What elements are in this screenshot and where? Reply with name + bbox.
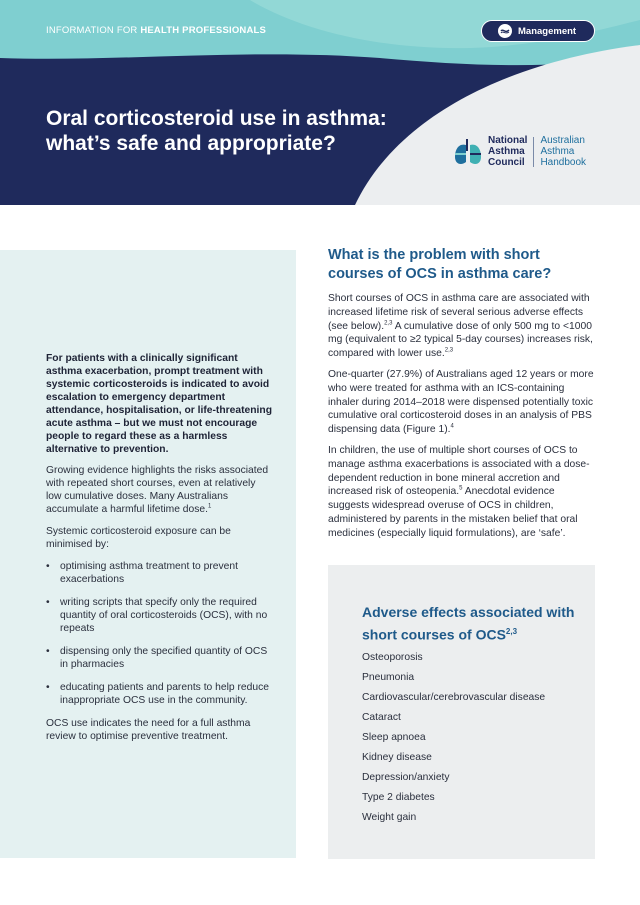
reference-marker: 2,3 bbox=[384, 320, 393, 327]
list-item: Cataract bbox=[362, 711, 401, 723]
org-name-line-2: Asthma bbox=[488, 146, 525, 157]
category-label: Management bbox=[518, 25, 577, 37]
list-item: Cardiovascular/cerebrovascular disease bbox=[362, 691, 546, 703]
list-item: Type 2 diabetes bbox=[362, 791, 435, 803]
paragraph-children bbox=[328, 444, 598, 541]
org-name-line-3: Council bbox=[488, 157, 525, 168]
reference-marker: 2,3 bbox=[505, 627, 518, 636]
list-item: Sleep apnoea bbox=[362, 731, 426, 743]
key-points-panel bbox=[0, 250, 296, 858]
adverse-effects-heading bbox=[362, 603, 575, 645]
list-item: • optimising asthma treatment to prevent exacerbations bbox=[46, 560, 272, 586]
management-icon bbox=[498, 24, 512, 38]
reference-marker: 1 bbox=[207, 503, 212, 510]
list-item: Kidney disease bbox=[362, 751, 432, 763]
title-line-2: what’s safe and appropriate? bbox=[46, 132, 336, 155]
adverse-heading-text: Adverse effects associated with short courses of OCS bbox=[362, 604, 575, 643]
organisation-logo bbox=[454, 135, 586, 168]
audience-emphasis: HEALTH PROFESSIONALS bbox=[140, 25, 267, 36]
list-item: • dispensing only the specified quantity of OCS in pharmacies bbox=[46, 645, 272, 671]
review-paragraph: OCS use indicates the need for a full asthma review to optimise preventive treatment. bbox=[46, 718, 251, 742]
minimise-intro: Systemic corticosteroid exposure can be minimised by: bbox=[46, 526, 231, 550]
paragraph-prevalence bbox=[328, 368, 598, 437]
handbook-name bbox=[540, 135, 586, 168]
category-management-button[interactable] bbox=[481, 20, 595, 42]
org-name bbox=[488, 135, 527, 168]
title-line-1: Oral corticosteroid use in asthma: bbox=[46, 107, 387, 130]
lungs-logo-icon bbox=[454, 137, 482, 167]
problem-section bbox=[328, 246, 598, 548]
list-item: Weight gain bbox=[362, 811, 417, 823]
reference-marker: 4 bbox=[450, 423, 454, 430]
reference-marker: 2,3 bbox=[444, 347, 454, 354]
prevalence-text: One-quarter (27.9%) of Australians aged 12 years or more who were treated for asthma with an ICS-containing inhaler during 2014–2018 were dispensed potentially toxic cumulative oral corticosteroid doses in an analysis of PBS dispensing data (Figure 1). bbox=[328, 368, 594, 436]
risk-text-a: Short courses of OCS in asthma care are associated with increased lifetime risk of several serious adverse effects (see below). bbox=[328, 293, 590, 332]
paragraph-risk bbox=[328, 292, 598, 361]
section-heading: What is the problem with short courses of OCS in asthma care? bbox=[328, 247, 552, 282]
minimise-list bbox=[46, 560, 272, 707]
header-banner bbox=[0, 0, 640, 205]
list-item: • writing scripts that specify only the required quantity of oral corticosteroids (OCS), with no repeats bbox=[46, 596, 272, 635]
logo-divider bbox=[533, 137, 534, 167]
children-text-b: Anecdotal evidence suggests widespread overuse of OCS in children, administered by parents in the mistaken belief that oral medicines (especially liquid formulations), are ‘safe’. bbox=[328, 486, 578, 539]
evidence-text: Growing evidence highlights the risks associated with repeated short courses, even at relatively low cumulative doses. Many Australians accumulate a harmful lifetime dose. bbox=[46, 465, 269, 515]
handbook-line-1: Australian bbox=[540, 135, 585, 146]
list-item: Osteoporosis bbox=[362, 651, 423, 663]
audience-prefix: INFORMATION FOR bbox=[46, 25, 141, 36]
evidence-paragraph bbox=[46, 464, 272, 516]
list-item: Depression/anxiety bbox=[362, 771, 450, 783]
adverse-effects-box bbox=[328, 565, 595, 859]
lead-statement: For patients with a clinically significant asthma exacerbation, prompt treatment with systemic corticosteroids is indicated to avoid escalation to emergency department attendance, hospitalisation, or life-threatening acute asthma – but we must not encourage people to regard these as a harmless alternative to prevention. bbox=[46, 353, 272, 455]
org-name-line-1: National bbox=[488, 135, 528, 146]
list-item: • educating patients and parents to help reduce inappropriate OCS use in the community. bbox=[46, 681, 272, 707]
children-text-a: In children, the use of multiple short courses of OCS to manage asthma exacerbations is associated with a dose-dependent reduction in bone mineral accretion and increased risk of osteopenia. bbox=[328, 444, 590, 498]
list-item: Pneumonia bbox=[362, 671, 415, 683]
handbook-line-3: Handbook bbox=[540, 157, 587, 168]
page-title bbox=[46, 106, 426, 156]
adverse-effects-list bbox=[362, 651, 575, 824]
risk-text-b: A cumulative dose of only 500 mg to <1000 mg (equivalent to ≥2 typical 5-day courses) increases risk, compared with lower use. bbox=[328, 320, 593, 360]
handbook-line-2: Asthma bbox=[540, 146, 575, 157]
audience-label bbox=[46, 25, 266, 36]
reference-marker: 5 bbox=[459, 485, 463, 492]
